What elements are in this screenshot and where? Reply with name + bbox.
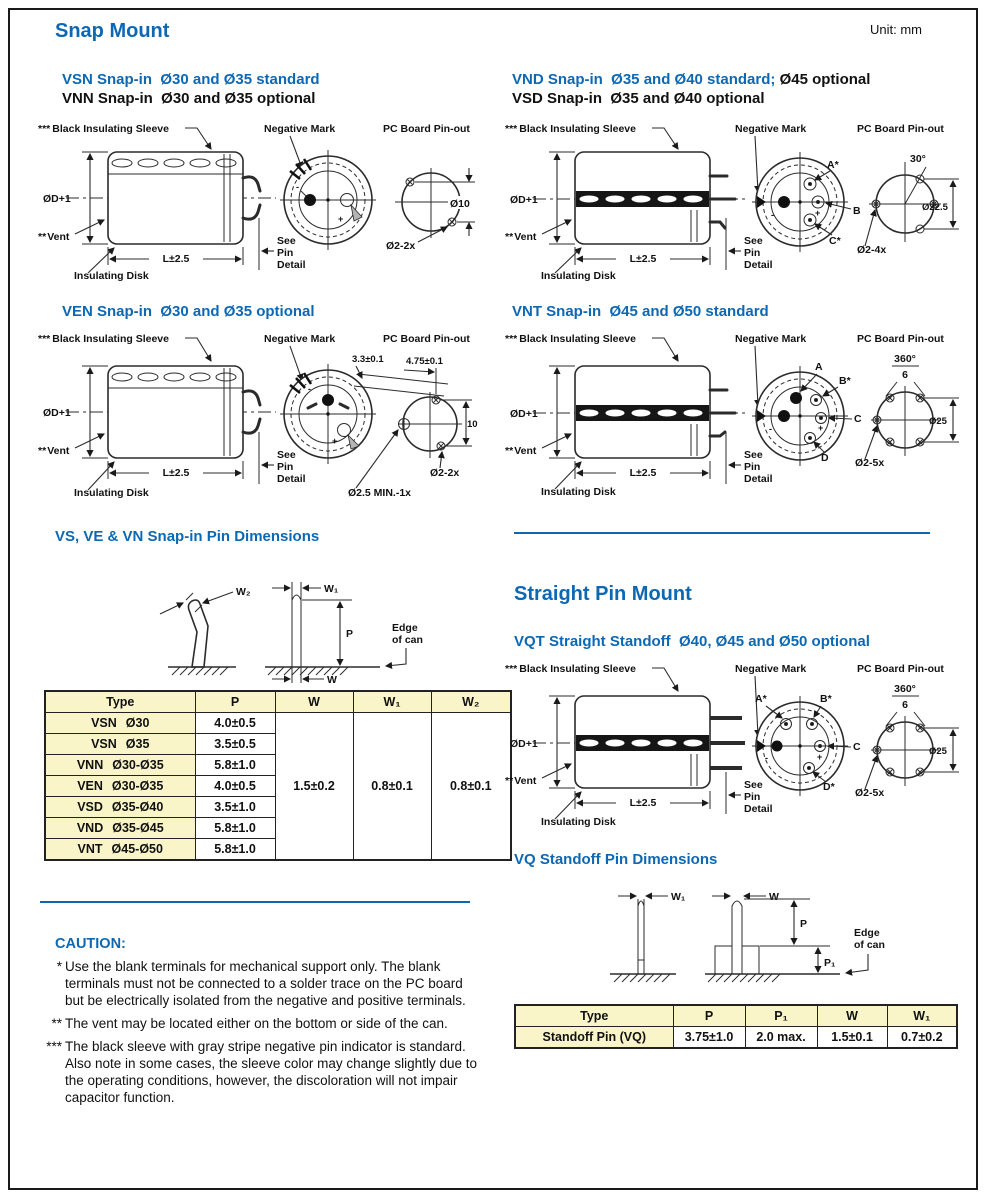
w1-dim: W₁ <box>671 891 686 903</box>
svg-text:-: - <box>308 384 311 394</box>
snap-in-pin-table <box>44 690 512 861</box>
table-row: VSN Ø30 4.0±0.5 1.5±0.2 0.8±0.1 0.8±0.1 <box>45 713 511 734</box>
sleeve-label: *** Black Insulating Sleeve <box>505 123 636 135</box>
vent-label: **Vent <box>505 445 537 457</box>
ven-heading: VEN Snap-in Ø30 and Ø35 optional <box>62 303 315 320</box>
vsn-hole-dim: Ø2-2x <box>386 240 416 252</box>
pinout-label: PC Board Pin-out <box>857 333 944 345</box>
vq-w1: 0.7±0.2 <box>887 1027 957 1049</box>
pin-dims-heading: VS, VE & VN Snap-in Pin Dimensions <box>55 528 320 545</box>
vsn-heading-line1: VSN Snap-in Ø30 and Ø35 standard <box>62 71 320 88</box>
vent-label: **Vent <box>505 231 537 243</box>
w1-value: 0.8±0.1 <box>353 713 431 861</box>
vnn-heading-line2: VNN Snap-in Ø30 and Ø35 optional <box>62 90 316 107</box>
vent-label: **Vent <box>38 231 70 243</box>
vnd-heading-blue: VND Snap-in Ø35 and Ø40 standard; <box>512 71 780 88</box>
see-pin-detail: See <box>277 235 296 247</box>
right-section-divider <box>514 532 930 534</box>
see-pin-detail: See <box>277 449 296 461</box>
vnd-terminal-b: B <box>853 205 861 217</box>
svg-text:Pin: Pin <box>277 461 294 473</box>
pinout-label: PC Board Pin-out <box>857 663 944 675</box>
vqt-angle-den: 6 <box>902 699 908 711</box>
svg-text:-: - <box>771 210 774 220</box>
table-row: VND Ø35-Ø45 5.8±1.0 <box>45 818 511 839</box>
edge-of-can-label: Edge <box>854 927 880 939</box>
w1-dim: W₁ <box>324 583 339 595</box>
straight-pin-mount-title: Straight Pin Mount <box>514 583 692 605</box>
svg-text:Pin: Pin <box>744 461 761 473</box>
svg-text:Detail: Detail <box>277 259 306 271</box>
caution-note <box>34 958 480 1009</box>
col-w1: W₁ <box>353 691 431 713</box>
note-text: Use the blank terminals for mechanical support only. The blank terminals must not be connected to a solder trace on the PC board but be electrically isolated from the negative and positive terminals. <box>65 959 466 1008</box>
diameter-dim: ØD+1 <box>510 738 538 750</box>
pinout-label: PC Board Pin-out <box>383 333 470 345</box>
see-pin-detail: See <box>744 449 763 461</box>
svg-text:Pin: Pin <box>744 791 761 803</box>
svg-text:+: + <box>815 208 821 218</box>
svg-text:-: - <box>769 424 772 434</box>
note-text: The vent may be located either on the bottom or side of the can. <box>65 1016 448 1031</box>
length-dim: L±2.5 <box>162 253 190 265</box>
svg-text:+: + <box>818 423 824 433</box>
vsd-heading-line2: VSD Snap-in Ø35 and Ø40 optional <box>512 90 765 107</box>
vq-pin-dims-figure <box>510 874 940 996</box>
diameter-dim: ØD+1 <box>43 193 71 205</box>
vsn-heading <box>62 70 320 108</box>
w2-dim: W₂ <box>236 586 251 598</box>
disk-label: Insulating Disk <box>541 270 616 282</box>
pinout-label: PC Board Pin-out <box>383 123 470 135</box>
vnd-heading-black: Ø45 optional <box>779 71 871 88</box>
edge-of-can-label: Edge <box>392 622 418 634</box>
p1-dim: P₁ <box>824 957 836 969</box>
pinout-label: PC Board Pin-out <box>857 123 944 135</box>
vqt-terminal-b: B* <box>820 693 832 705</box>
vnd-heading <box>512 70 870 108</box>
col-w1: W₁ <box>887 1005 957 1027</box>
length-dim: L±2.5 <box>629 253 657 265</box>
table-row: VNT Ø45-Ø50 5.8±1.0 <box>45 839 511 861</box>
vent-label: **Vent <box>38 445 70 457</box>
ven-dim-475: 4.75±0.1 <box>406 356 443 367</box>
table-row: VSN Ø35 3.5±0.5 <box>45 734 511 755</box>
col-type: Type <box>45 691 195 713</box>
vnd-angle: 30° <box>910 153 926 165</box>
negative-mark-label: Negative Mark <box>735 663 807 675</box>
vqt-pinout-dia: Ø25 <box>929 746 947 757</box>
unit-label: Unit: mm <box>870 22 922 37</box>
vnd-terminal-a: A* <box>827 159 839 171</box>
svg-text:-: - <box>765 753 768 763</box>
col-w: W <box>275 691 353 713</box>
caution-note <box>34 1015 480 1032</box>
vnd-pinout-dia: Ø22.5 <box>922 202 948 213</box>
vnd-diagram <box>505 118 965 288</box>
diameter-dim: ØD+1 <box>43 407 71 419</box>
svg-text:of can: of can <box>854 939 885 951</box>
disk-label: Insulating Disk <box>541 816 616 828</box>
svg-text:+: + <box>332 436 338 446</box>
vqt-terminal-c: C <box>853 741 861 753</box>
p-dim: P <box>800 918 808 930</box>
vqt-angle-num: 360° <box>894 683 916 695</box>
col-p: P <box>195 691 275 713</box>
svg-text:-: - <box>296 182 299 192</box>
ven-hole-dim: Ø2-2x <box>430 467 460 479</box>
sleeve-label: *** Black Insulating Sleeve <box>505 333 636 345</box>
svg-text:Pin: Pin <box>744 247 761 259</box>
vqt-hole-dim: Ø2-5x <box>855 787 885 799</box>
table-row <box>515 1027 957 1049</box>
ven-center-hole-dim: Ø2.5 MIN.-1x <box>348 487 412 499</box>
vnt-terminal-c: C <box>854 413 862 425</box>
vq-w: 1.5±0.1 <box>817 1027 887 1049</box>
vnt-heading: VNT Snap-in Ø45 and Ø50 standard <box>512 303 769 320</box>
disk-label: Insulating Disk <box>541 486 616 498</box>
vsn-diagram <box>38 118 478 288</box>
svg-text:Detail: Detail <box>744 473 773 485</box>
vnt-angle-num: 360° <box>894 353 916 365</box>
w-value: 1.5±0.2 <box>275 713 353 861</box>
ven-dim-10: 10 <box>467 419 478 430</box>
caution-notes <box>34 958 480 1112</box>
sleeve-label: *** Black Insulating Sleeve <box>505 663 636 675</box>
table-row: VNN Ø30-Ø35 5.8±1.0 <box>45 755 511 776</box>
vnt-terminal-d: D <box>821 452 829 464</box>
negative-mark-label: Negative Mark <box>735 123 807 135</box>
note-marker: * <box>56 959 62 974</box>
negative-mark-label: Negative Mark <box>264 123 336 135</box>
vq-p1: 2.0 max. <box>745 1027 817 1049</box>
vnd-heading-line1 <box>512 70 870 89</box>
vnt-hole-dim: Ø2-5x <box>855 457 885 469</box>
ven-diagram <box>38 328 478 508</box>
w-dim: W <box>327 674 337 686</box>
vq-type: Standoff Pin (VQ) <box>515 1027 673 1049</box>
table-header-row <box>45 691 511 713</box>
col-w2: W₂ <box>431 691 511 713</box>
vq-standoff-table <box>514 1004 958 1049</box>
disk-label: Insulating Disk <box>74 487 149 499</box>
svg-text:of can: of can <box>392 634 423 646</box>
note-text: The black sleeve with gray stripe negative pin indicator is standard. Also note in some cases, the sleeve color may change slightly due to the operating conditions, however, the discoloration will not impair capacitor function. <box>65 1039 477 1105</box>
vnt-angle-den: 6 <box>902 369 908 381</box>
note-marker: ** <box>51 1016 62 1031</box>
svg-text:Detail: Detail <box>277 473 306 485</box>
ven-dim-33: 3.3±0.1 <box>352 354 384 365</box>
note-marker: *** <box>46 1039 62 1054</box>
svg-text:Detail: Detail <box>744 803 773 815</box>
col-p1: P₁ <box>745 1005 817 1027</box>
vnd-hole-dim: Ø2-4x <box>857 244 887 256</box>
svg-text:+: + <box>817 752 823 762</box>
col-w: W <box>817 1005 887 1027</box>
length-dim: L±2.5 <box>629 797 657 809</box>
length-dim: L±2.5 <box>162 467 190 479</box>
vnt-terminal-a: A <box>815 361 823 373</box>
p-dim: P <box>346 628 354 640</box>
sleeve-label: *** Black Insulating Sleeve <box>38 333 169 345</box>
vent-label: **Vent <box>505 775 537 787</box>
table-row: VEN Ø30-Ø35 4.0±0.5 <box>45 776 511 797</box>
caution-title: CAUTION: <box>55 936 126 952</box>
svg-text:Pin: Pin <box>277 247 294 259</box>
vqt-terminal-a: A* <box>755 693 767 705</box>
negative-mark-label: Negative Mark <box>264 333 336 345</box>
page-title: Snap Mount <box>55 20 170 42</box>
vnt-diagram <box>505 328 965 506</box>
diameter-dim: ØD+1 <box>510 194 538 206</box>
vqt-terminal-d: D* <box>823 781 835 793</box>
vnt-terminal-b: B* <box>839 375 851 387</box>
length-dim: L±2.5 <box>629 467 657 479</box>
vq-pin-heading: VQ Standoff Pin Dimensions <box>514 851 718 868</box>
vnt-pinout-dia: Ø25 <box>929 416 947 427</box>
w-dim: W <box>769 891 779 903</box>
vqt-diagram <box>505 658 965 836</box>
vqt-heading: VQT Straight Standoff Ø40, Ø45 and Ø50 optional <box>514 633 870 650</box>
snap-pin-dims-figure <box>40 552 470 687</box>
see-pin-detail: See <box>744 235 763 247</box>
svg-text:+: + <box>338 214 344 224</box>
caution-note <box>34 1038 480 1106</box>
vq-p: 3.75±1.0 <box>673 1027 745 1049</box>
disk-label: Insulating Disk <box>74 270 149 282</box>
left-section-divider <box>40 901 470 903</box>
sleeve-label: *** Black Insulating Sleeve <box>38 123 169 135</box>
vsn-pinout-dia: Ø10 <box>450 198 470 210</box>
diameter-dim: ØD+1 <box>510 408 538 420</box>
vnd-terminal-c: C* <box>829 235 841 247</box>
svg-text:Detail: Detail <box>744 259 773 271</box>
col-p: P <box>673 1005 745 1027</box>
table-header-row <box>515 1005 957 1027</box>
col-type: Type <box>515 1005 673 1027</box>
w2-value: 0.8±0.1 <box>431 713 511 861</box>
table-row: VSD Ø35-Ø40 3.5±1.0 <box>45 797 511 818</box>
see-pin-detail: See <box>744 779 763 791</box>
negative-mark-label: Negative Mark <box>735 333 807 345</box>
